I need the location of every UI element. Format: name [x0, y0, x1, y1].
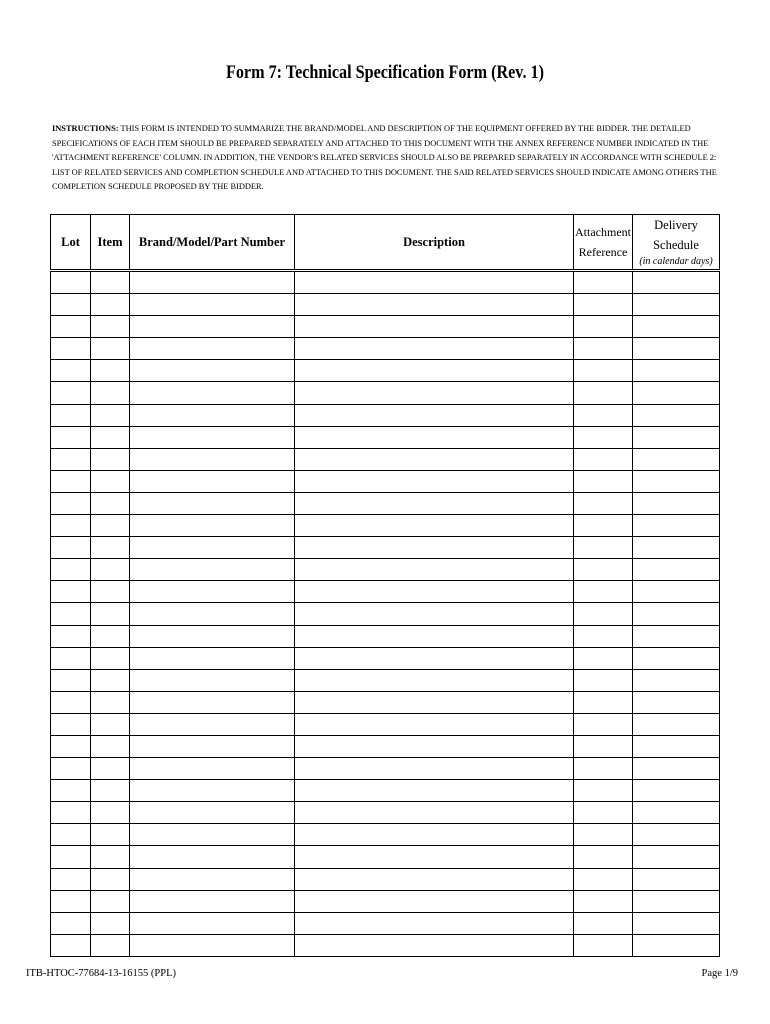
document-reference: ITB-HTOC-77684-13-16155 (PPL)	[26, 968, 177, 979]
instructions-label: INSTRUCTIONS:	[52, 124, 119, 133]
cell-lot[interactable]	[51, 846, 91, 868]
cell-item[interactable]	[91, 934, 130, 956]
specification-table	[50, 214, 720, 957]
cell-attachment[interactable]	[574, 780, 633, 802]
cell-description[interactable]	[295, 515, 574, 537]
cell-lot[interactable]	[51, 625, 91, 647]
cell-attachment[interactable]	[574, 691, 633, 713]
table-row	[51, 581, 720, 603]
cell-item[interactable]	[91, 691, 130, 713]
cell-item[interactable]	[91, 603, 130, 625]
cell-delivery[interactable]	[633, 758, 720, 780]
cell-lot[interactable]	[51, 603, 91, 625]
table-row	[51, 603, 720, 625]
header-item: Item	[91, 215, 130, 271]
table-row	[51, 890, 720, 912]
header-attachment-line1: Attachment	[575, 225, 631, 239]
cell-brand[interactable]	[130, 802, 295, 824]
cell-delivery[interactable]	[633, 780, 720, 802]
cell-attachment[interactable]	[574, 713, 633, 735]
cell-item[interactable]	[91, 537, 130, 559]
cell-delivery[interactable]	[633, 581, 720, 603]
cell-description[interactable]	[295, 448, 574, 470]
cell-attachment[interactable]	[574, 515, 633, 537]
header-brand-model-part: Brand/Model/Part Number	[130, 215, 295, 271]
cell-brand[interactable]	[130, 713, 295, 735]
cell-description[interactable]	[295, 360, 574, 382]
cell-delivery[interactable]	[633, 537, 720, 559]
cell-item[interactable]	[91, 669, 130, 691]
table-row	[51, 846, 720, 868]
cell-description[interactable]	[295, 404, 574, 426]
cell-description[interactable]	[295, 382, 574, 404]
cell-item[interactable]	[91, 294, 130, 316]
cell-description[interactable]	[295, 890, 574, 912]
cell-brand[interactable]	[130, 735, 295, 757]
cell-delivery[interactable]	[633, 404, 720, 426]
cell-delivery[interactable]	[633, 625, 720, 647]
cell-item[interactable]	[91, 868, 130, 890]
cell-brand[interactable]	[130, 448, 295, 470]
cell-item[interactable]	[91, 735, 130, 757]
cell-attachment[interactable]	[574, 559, 633, 581]
cell-brand[interactable]	[130, 537, 295, 559]
cell-attachment[interactable]	[574, 912, 633, 934]
instructions-text: THIS FORM IS INTENDED TO SUMMARIZE THE BRAND/MODEL AND DESCRIPTION OF THE EQUIPMENT OFFERED BY THE BIDDER. THE DETAILED SPECIFICATIONS OF EACH ITEM SHOULD BE PREPARED SEPARATELY AND ATTACHED TO THIS DOCUMENT WITH THE ANNEX REFERENCE NUMBER INDICATED IN THE 'ATTACHMENT REFERENCE' COLUMN. IN ADDITION, THE VENDOR'S RELATED SERVICES SHOULD ALSO BE PREPARED SEPARATELY IN ACCORDANCE WITH SCHEDULE 2: LIST OF RELATED SERVICES AND COMPLETION SCHEDULE AND ATTACHED TO THIS DOCUMENT. THE SAID RELATED SERVICES SHOULD INDICATE AMONG OTHERS THE COMPLETION SCHEDULE PROPOSED BY THE BIDDER.	[52, 124, 717, 192]
cell-brand[interactable]	[130, 890, 295, 912]
cell-attachment[interactable]	[574, 890, 633, 912]
cell-delivery[interactable]	[633, 426, 720, 448]
cell-brand[interactable]	[130, 780, 295, 802]
cell-delivery[interactable]	[633, 448, 720, 470]
cell-lot[interactable]	[51, 448, 91, 470]
cell-lot[interactable]	[51, 735, 91, 757]
cell-item[interactable]	[91, 515, 130, 537]
cell-item[interactable]	[91, 802, 130, 824]
cell-lot[interactable]	[51, 691, 91, 713]
cell-delivery[interactable]	[633, 890, 720, 912]
cell-attachment[interactable]	[574, 426, 633, 448]
cell-attachment[interactable]	[574, 625, 633, 647]
cell-delivery[interactable]	[633, 912, 720, 934]
cell-brand[interactable]	[130, 691, 295, 713]
cell-lot[interactable]	[51, 934, 91, 956]
page-number: Page 1/9	[701, 968, 738, 979]
cell-brand[interactable]	[130, 426, 295, 448]
cell-lot[interactable]	[51, 581, 91, 603]
cell-brand[interactable]	[130, 316, 295, 338]
cell-attachment[interactable]	[574, 669, 633, 691]
table-row	[51, 691, 720, 713]
cell-description[interactable]	[295, 492, 574, 514]
table-row	[51, 669, 720, 691]
header-attachment-line2: Reference	[578, 245, 628, 259]
table-row	[51, 448, 720, 470]
cell-lot[interactable]	[51, 890, 91, 912]
cell-delivery[interactable]	[633, 802, 720, 824]
header-delivery-schedule	[633, 215, 720, 271]
cell-description[interactable]	[295, 824, 574, 846]
table-row	[51, 470, 720, 492]
cell-delivery[interactable]	[633, 294, 720, 316]
table-row	[51, 492, 720, 514]
cell-lot[interactable]	[51, 868, 91, 890]
cell-attachment[interactable]	[574, 934, 633, 956]
cell-item[interactable]	[91, 448, 130, 470]
cell-description[interactable]	[295, 426, 574, 448]
cell-description[interactable]	[295, 294, 574, 316]
cell-lot[interactable]	[51, 382, 91, 404]
cell-lot[interactable]	[51, 404, 91, 426]
cell-description[interactable]	[295, 625, 574, 647]
cell-lot[interactable]	[51, 360, 91, 382]
cell-delivery[interactable]	[633, 713, 720, 735]
cell-item[interactable]	[91, 890, 130, 912]
cell-item[interactable]	[91, 647, 130, 669]
table-row	[51, 559, 720, 581]
table-row	[51, 515, 720, 537]
cell-brand[interactable]	[130, 846, 295, 868]
header-delivery-sub: (in calendar days)	[639, 256, 713, 267]
cell-lot[interactable]	[51, 713, 91, 735]
table-row	[51, 271, 720, 294]
instructions	[52, 122, 718, 195]
cell-description[interactable]	[295, 603, 574, 625]
table-row	[51, 382, 720, 404]
cell-item[interactable]	[91, 846, 130, 868]
cell-description[interactable]	[295, 868, 574, 890]
cell-brand[interactable]	[130, 492, 295, 514]
cell-delivery[interactable]	[633, 846, 720, 868]
cell-lot[interactable]	[51, 647, 91, 669]
table-row	[51, 647, 720, 669]
table-row	[51, 780, 720, 802]
cell-item[interactable]	[91, 271, 130, 294]
header-attachment-reference	[574, 215, 633, 271]
cell-attachment[interactable]	[574, 338, 633, 360]
cell-lot[interactable]	[51, 515, 91, 537]
header-description: Description	[295, 215, 574, 271]
cell-item[interactable]	[91, 581, 130, 603]
cell-lot[interactable]	[51, 316, 91, 338]
cell-delivery[interactable]	[633, 934, 720, 956]
cell-delivery[interactable]	[633, 338, 720, 360]
cell-brand[interactable]	[130, 294, 295, 316]
cell-attachment[interactable]	[574, 470, 633, 492]
cell-lot[interactable]	[51, 470, 91, 492]
cell-lot[interactable]	[51, 492, 91, 514]
cell-delivery[interactable]	[633, 647, 720, 669]
cell-delivery[interactable]	[633, 559, 720, 581]
table-row	[51, 537, 720, 559]
cell-description[interactable]	[295, 271, 574, 294]
cell-item[interactable]	[91, 625, 130, 647]
table-row	[51, 802, 720, 824]
cell-brand[interactable]	[130, 559, 295, 581]
cell-item[interactable]	[91, 404, 130, 426]
cell-lot[interactable]	[51, 802, 91, 824]
cell-attachment[interactable]	[574, 448, 633, 470]
cell-attachment[interactable]	[574, 360, 633, 382]
cell-brand[interactable]	[130, 603, 295, 625]
cell-lot[interactable]	[51, 559, 91, 581]
cell-delivery[interactable]	[633, 382, 720, 404]
cell-item[interactable]	[91, 824, 130, 846]
cell-attachment[interactable]	[574, 382, 633, 404]
table-row	[51, 338, 720, 360]
cell-attachment[interactable]	[574, 537, 633, 559]
cell-description[interactable]	[295, 559, 574, 581]
table-row	[51, 713, 720, 735]
cell-item[interactable]	[91, 338, 130, 360]
cell-brand[interactable]	[130, 934, 295, 956]
cell-description[interactable]	[295, 735, 574, 757]
cell-description[interactable]	[295, 802, 574, 824]
cell-delivery[interactable]	[633, 492, 720, 514]
cell-attachment[interactable]	[574, 735, 633, 757]
header-delivery-main: Delivery Schedule	[653, 218, 699, 252]
cell-lot[interactable]	[51, 758, 91, 780]
table-body	[51, 271, 720, 957]
cell-item[interactable]	[91, 426, 130, 448]
cell-brand[interactable]	[130, 758, 295, 780]
cell-delivery[interactable]	[633, 470, 720, 492]
cell-description[interactable]	[295, 912, 574, 934]
cell-description[interactable]	[295, 470, 574, 492]
cell-delivery[interactable]	[633, 669, 720, 691]
cell-attachment[interactable]	[574, 316, 633, 338]
cell-delivery[interactable]	[633, 515, 720, 537]
cell-item[interactable]	[91, 360, 130, 382]
cell-attachment[interactable]	[574, 404, 633, 426]
cell-description[interactable]	[295, 537, 574, 559]
cell-lot[interactable]	[51, 669, 91, 691]
cell-lot[interactable]	[51, 426, 91, 448]
cell-item[interactable]	[91, 382, 130, 404]
table-row	[51, 912, 720, 934]
cell-description[interactable]	[295, 934, 574, 956]
cell-attachment[interactable]	[574, 492, 633, 514]
table-row	[51, 868, 720, 890]
table-row	[51, 625, 720, 647]
cell-attachment[interactable]	[574, 603, 633, 625]
cell-brand[interactable]	[130, 338, 295, 360]
cell-brand[interactable]	[130, 647, 295, 669]
cell-item[interactable]	[91, 780, 130, 802]
cell-attachment[interactable]	[574, 868, 633, 890]
cell-lot[interactable]	[51, 294, 91, 316]
cell-brand[interactable]	[130, 404, 295, 426]
cell-item[interactable]	[91, 559, 130, 581]
cell-description[interactable]	[295, 846, 574, 868]
cell-lot[interactable]	[51, 824, 91, 846]
cell-description[interactable]	[295, 338, 574, 360]
cell-description[interactable]	[295, 691, 574, 713]
table-row	[51, 824, 720, 846]
cell-attachment[interactable]	[574, 846, 633, 868]
cell-item[interactable]	[91, 758, 130, 780]
cell-delivery[interactable]	[633, 735, 720, 757]
cell-description[interactable]	[295, 316, 574, 338]
cell-lot[interactable]	[51, 338, 91, 360]
cell-lot[interactable]	[51, 537, 91, 559]
cell-attachment[interactable]	[574, 581, 633, 603]
cell-delivery[interactable]	[633, 360, 720, 382]
table-row	[51, 934, 720, 956]
table-row	[51, 360, 720, 382]
cell-brand[interactable]	[130, 470, 295, 492]
cell-attachment[interactable]	[574, 802, 633, 824]
cell-item[interactable]	[91, 912, 130, 934]
cell-attachment[interactable]	[574, 758, 633, 780]
cell-description[interactable]	[295, 713, 574, 735]
cell-item[interactable]	[91, 713, 130, 735]
table-row	[51, 735, 720, 757]
table-row	[51, 758, 720, 780]
cell-delivery[interactable]	[633, 316, 720, 338]
cell-lot[interactable]	[51, 780, 91, 802]
cell-brand[interactable]	[130, 515, 295, 537]
cell-brand[interactable]	[130, 382, 295, 404]
cell-description[interactable]	[295, 669, 574, 691]
cell-brand[interactable]	[130, 912, 295, 934]
cell-attachment[interactable]	[574, 271, 633, 294]
cell-brand[interactable]	[130, 360, 295, 382]
table-row	[51, 426, 720, 448]
cell-attachment[interactable]	[574, 647, 633, 669]
header-lot: Lot	[51, 215, 91, 271]
cell-delivery[interactable]	[633, 824, 720, 846]
table-row	[51, 294, 720, 316]
cell-delivery[interactable]	[633, 603, 720, 625]
table-row	[51, 316, 720, 338]
cell-delivery[interactable]	[633, 868, 720, 890]
cell-delivery[interactable]	[633, 271, 720, 294]
cell-brand[interactable]	[130, 824, 295, 846]
cell-brand[interactable]	[130, 581, 295, 603]
cell-lot[interactable]	[51, 912, 91, 934]
cell-description[interactable]	[295, 581, 574, 603]
cell-attachment[interactable]	[574, 294, 633, 316]
form-title: Form 7: Technical Specification Form (Rev. 1)	[225, 62, 545, 83]
cell-lot[interactable]	[51, 271, 91, 294]
table-row	[51, 404, 720, 426]
cell-brand[interactable]	[130, 868, 295, 890]
cell-description[interactable]	[295, 758, 574, 780]
cell-attachment[interactable]	[574, 824, 633, 846]
cell-delivery[interactable]	[633, 691, 720, 713]
cell-brand[interactable]	[130, 271, 295, 294]
cell-brand[interactable]	[130, 625, 295, 647]
cell-brand[interactable]	[130, 669, 295, 691]
cell-description[interactable]	[295, 647, 574, 669]
cell-item[interactable]	[91, 316, 130, 338]
cell-item[interactable]	[91, 492, 130, 514]
header-row	[51, 215, 720, 271]
cell-description[interactable]	[295, 780, 574, 802]
cell-item[interactable]	[91, 470, 130, 492]
